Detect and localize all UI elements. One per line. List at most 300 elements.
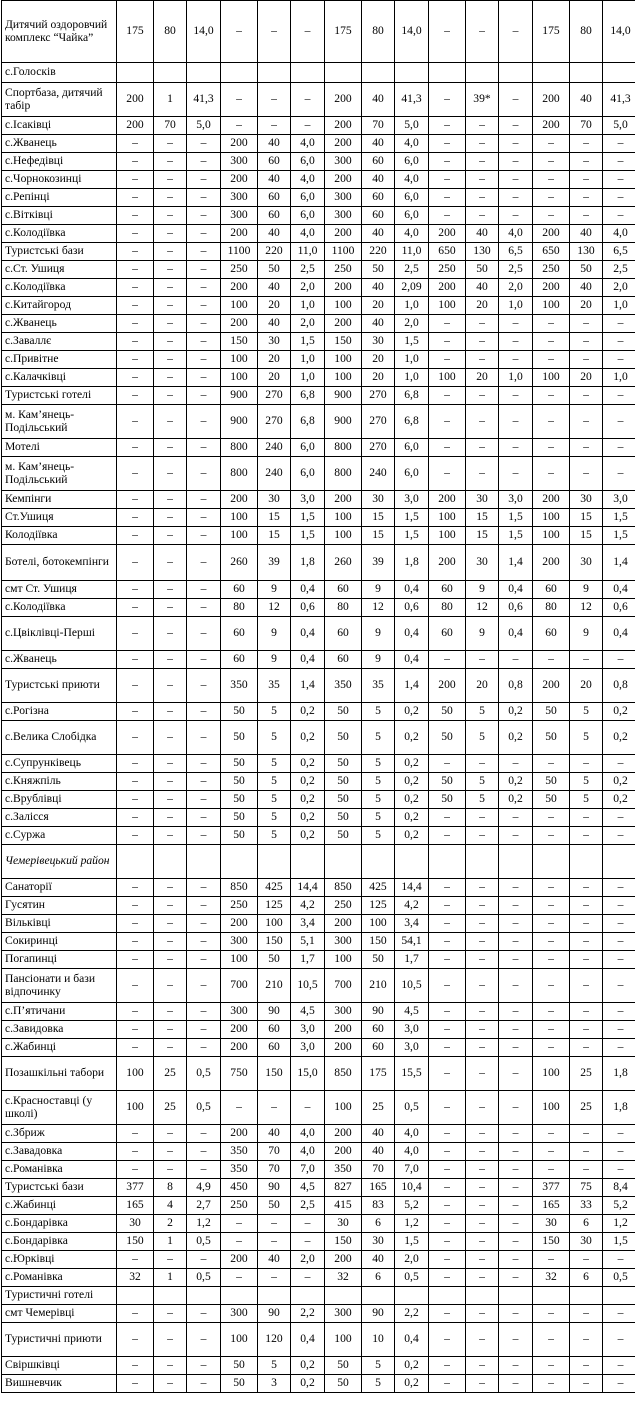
table-cell: –: [499, 315, 533, 333]
table-cell: 50: [325, 773, 362, 791]
row-label: Туристські готелі: [2, 387, 117, 405]
table-cell: 70: [570, 117, 603, 135]
table-cell: 50: [258, 1197, 291, 1215]
table-cell: –: [499, 135, 533, 153]
table-row: [2, 117, 635, 135]
table-cell: –: [466, 1251, 499, 1269]
table-cell: 1,0: [291, 369, 325, 387]
table-cell: –: [570, 171, 603, 189]
table-cell: 200: [221, 135, 258, 153]
table-cell: –: [117, 1323, 154, 1357]
table-cell: 60: [258, 1021, 291, 1039]
table-cell: –: [117, 879, 154, 897]
table-cell: –: [154, 1143, 187, 1161]
table-cell: [325, 63, 362, 83]
table-cell: –: [187, 439, 221, 457]
table-cell: 0,4: [499, 617, 533, 651]
table-cell: 1,5: [291, 509, 325, 527]
table-cell: 0,6: [395, 599, 429, 617]
table-cell: 20: [362, 351, 395, 369]
table-cell: 2,0: [499, 279, 533, 297]
table-cell: 60: [221, 651, 258, 669]
table-cell: 827: [325, 1179, 362, 1197]
row-label: Санаторії: [2, 879, 117, 897]
table-cell: 300: [221, 1305, 258, 1323]
table-cell: [325, 1287, 362, 1305]
table-cell: [395, 1287, 429, 1305]
table-cell: –: [154, 225, 187, 243]
table-cell: 5: [466, 703, 499, 721]
table-cell: 1: [154, 1269, 187, 1287]
table-cell: –: [187, 279, 221, 297]
table-cell: –: [603, 387, 635, 405]
table-row: [2, 1375, 635, 1393]
table-cell: –: [429, 439, 466, 457]
table-row: [2, 387, 635, 405]
table-cell: 15,0: [291, 1057, 325, 1091]
table-cell: –: [187, 527, 221, 545]
table-cell: 20: [466, 369, 499, 387]
table-cell: –: [117, 1143, 154, 1161]
table-cell: –: [117, 189, 154, 207]
table-cell: 60: [362, 1021, 395, 1039]
table-cell: 80: [570, 1, 603, 63]
table-cell: 0,2: [291, 791, 325, 809]
table-cell: 1,2: [395, 1215, 429, 1233]
table-cell: 5: [362, 827, 395, 845]
table-cell: 2,0: [395, 315, 429, 333]
table-cell: 50: [429, 703, 466, 721]
table-cell: 270: [258, 405, 291, 439]
table-cell: 7,0: [395, 1161, 429, 1179]
table-cell: 14,4: [291, 879, 325, 897]
table-cell: –: [154, 651, 187, 669]
row-label: с.Нефедівці: [2, 153, 117, 171]
table-cell: 40: [258, 279, 291, 297]
table-cell: –: [603, 1357, 635, 1375]
table-cell: –: [603, 189, 635, 207]
table-cell: –: [429, 1003, 466, 1021]
table-cell: –: [603, 1161, 635, 1179]
table-cell: –: [570, 1323, 603, 1357]
row-label: с.Колодіївка: [2, 599, 117, 617]
table-cell: –: [154, 261, 187, 279]
table-cell: 2,0: [291, 315, 325, 333]
table-cell: 650: [429, 243, 466, 261]
row-label: с.Завадовка: [2, 1143, 117, 1161]
table-cell: 20: [570, 369, 603, 387]
table-cell: –: [258, 83, 291, 117]
table-cell: –: [499, 1215, 533, 1233]
table-cell: –: [187, 1305, 221, 1323]
table-cell: –: [154, 527, 187, 545]
table-cell: 50: [325, 827, 362, 845]
table-cell: –: [570, 439, 603, 457]
table-cell: –: [603, 1305, 635, 1323]
table-cell: –: [117, 617, 154, 651]
table-cell: –: [466, 1091, 499, 1125]
table-cell: 5: [466, 773, 499, 791]
table-cell: [533, 63, 570, 83]
table-cell: –: [187, 189, 221, 207]
table-cell: –: [603, 439, 635, 457]
table-cell: 1,5: [395, 509, 429, 527]
table-cell: 0,4: [603, 617, 635, 651]
table-cell: 1,7: [395, 951, 429, 969]
table-row: [2, 669, 635, 703]
row-label: м. Кам’янець-Подільський: [2, 405, 117, 439]
table-cell: –: [533, 897, 570, 915]
table-cell: –: [499, 1125, 533, 1143]
table-cell: 80: [429, 599, 466, 617]
table-cell: –: [429, 933, 466, 951]
table-cell: 6,5: [499, 243, 533, 261]
table-cell: –: [291, 1215, 325, 1233]
table-cell: 2,5: [499, 261, 533, 279]
table-row: [2, 773, 635, 791]
table-cell: 14,0: [395, 1, 429, 63]
table-cell: 90: [258, 1305, 291, 1323]
table-cell: 300: [325, 933, 362, 951]
table-row: [2, 225, 635, 243]
table-cell: 9: [570, 581, 603, 599]
table-cell: –: [499, 405, 533, 439]
table-cell: –: [154, 315, 187, 333]
table-cell: –: [603, 755, 635, 773]
table-cell: –: [466, 1179, 499, 1197]
table-cell: [258, 63, 291, 83]
table-cell: –: [221, 1269, 258, 1287]
table-cell: 1,0: [395, 369, 429, 387]
table-cell: –: [117, 153, 154, 171]
table-cell: –: [117, 1125, 154, 1143]
table-cell: –: [187, 879, 221, 897]
table-row: [2, 243, 635, 261]
table-cell: 4,0: [395, 1125, 429, 1143]
table-cell: 0,2: [603, 791, 635, 809]
table-cell: 14,4: [395, 879, 429, 897]
table-cell: 12: [362, 599, 395, 617]
table-cell: –: [429, 1215, 466, 1233]
table-cell: –: [187, 351, 221, 369]
table-cell: 60: [533, 581, 570, 599]
table-cell: 6,8: [395, 387, 429, 405]
table-cell: 1,5: [395, 527, 429, 545]
table-cell: 50: [221, 1357, 258, 1375]
table-cell: –: [533, 809, 570, 827]
table-cell: 60: [258, 189, 291, 207]
table-cell: –: [429, 897, 466, 915]
table-cell: 200: [429, 491, 466, 509]
table-cell: –: [603, 333, 635, 351]
table-cell: 100: [325, 509, 362, 527]
table-cell: –: [466, 207, 499, 225]
table-cell: –: [117, 969, 154, 1003]
table-row: [2, 933, 635, 951]
table-cell: 415: [325, 1197, 362, 1215]
table-cell: 0,5: [395, 1269, 429, 1287]
table-cell: 350: [221, 1143, 258, 1161]
table-cell: –: [466, 1305, 499, 1323]
table-cell: –: [187, 405, 221, 439]
table-cell: –: [499, 207, 533, 225]
row-label: смт Ст. Ушиця: [2, 581, 117, 599]
table-cell: 50: [221, 703, 258, 721]
table-cell: –: [154, 387, 187, 405]
table-cell: –: [154, 297, 187, 315]
table-cell: –: [570, 879, 603, 897]
table-cell: –: [117, 545, 154, 581]
table-cell: 0,6: [499, 599, 533, 617]
table-row: [2, 703, 635, 721]
table-cell: 850: [325, 1057, 362, 1091]
table-cell: 40: [258, 135, 291, 153]
table-cell: –: [117, 809, 154, 827]
table-cell: –: [429, 827, 466, 845]
table-cell: 8,4: [603, 1179, 635, 1197]
table-cell: –: [429, 315, 466, 333]
table-cell: 2,09: [395, 279, 429, 297]
table-cell: 9: [258, 581, 291, 599]
table-cell: 20: [258, 351, 291, 369]
table-cell: 20: [362, 369, 395, 387]
table-row: [2, 189, 635, 207]
table-cell: –: [429, 1269, 466, 1287]
table-cell: 0,8: [603, 669, 635, 703]
table-cell: –: [466, 171, 499, 189]
table-cell: 5: [258, 791, 291, 809]
table-cell: –: [499, 1, 533, 63]
table-cell: –: [117, 1039, 154, 1057]
table-cell: –: [429, 1091, 466, 1125]
table-cell: 50: [325, 1357, 362, 1375]
table-cell: 41,3: [395, 83, 429, 117]
table-cell: 0,2: [603, 703, 635, 721]
table-cell: 5: [258, 755, 291, 773]
table-cell: 4,0: [499, 225, 533, 243]
table-cell: –: [533, 315, 570, 333]
table-cell: –: [499, 351, 533, 369]
table-cell: –: [499, 189, 533, 207]
table-cell: [499, 1287, 533, 1305]
table-cell: –: [570, 1039, 603, 1057]
table-cell: –: [187, 951, 221, 969]
table-cell: 250: [221, 897, 258, 915]
table-cell: 150: [258, 1057, 291, 1091]
table-cell: 150: [325, 1233, 362, 1251]
table-cell: [117, 63, 154, 83]
table-cell: –: [117, 315, 154, 333]
table-cell: 1,0: [291, 351, 325, 369]
table-cell: –: [154, 1357, 187, 1375]
table-cell: –: [187, 755, 221, 773]
table-cell: 50: [258, 951, 291, 969]
table-cell: –: [499, 827, 533, 845]
table-cell: –: [187, 225, 221, 243]
table-cell: –: [187, 261, 221, 279]
table-cell: 100: [533, 1091, 570, 1125]
table-cell: –: [117, 261, 154, 279]
table-cell: 50: [258, 261, 291, 279]
table-cell: 1,7: [291, 951, 325, 969]
table-cell: –: [154, 669, 187, 703]
table-cell: 4,0: [395, 1143, 429, 1161]
table-cell: 15: [258, 527, 291, 545]
row-label: с.Романівка: [2, 1269, 117, 1287]
table-cell: 40: [258, 171, 291, 189]
row-label: с.Калачківці: [2, 369, 117, 387]
table-cell: –: [570, 315, 603, 333]
table-cell: –: [187, 599, 221, 617]
row-label: Гусятин: [2, 897, 117, 915]
table-cell: –: [603, 951, 635, 969]
table-cell: 60: [362, 189, 395, 207]
table-cell: 32: [533, 1269, 570, 1287]
table-cell: 165: [533, 1197, 570, 1215]
table-cell: [291, 845, 325, 879]
table-cell: 0,2: [291, 809, 325, 827]
table-cell: –: [499, 1161, 533, 1179]
table-cell: 3,0: [291, 1039, 325, 1057]
table-cell: –: [187, 703, 221, 721]
table-cell: 350: [325, 1161, 362, 1179]
table-cell: 9: [362, 651, 395, 669]
table-cell: 200: [325, 1143, 362, 1161]
table-cell: 9: [362, 617, 395, 651]
table-cell: –: [499, 879, 533, 897]
table-cell: 20: [258, 297, 291, 315]
table-cell: –: [466, 405, 499, 439]
table-cell: 100: [221, 297, 258, 315]
table-cell: 4,0: [291, 1143, 325, 1161]
table-cell: 300: [325, 1003, 362, 1021]
table-cell: –: [117, 457, 154, 491]
table-cell: –: [466, 809, 499, 827]
table-cell: –: [499, 809, 533, 827]
table-cell: –: [429, 951, 466, 969]
table-cell: 200: [117, 83, 154, 117]
table-cell: 800: [325, 439, 362, 457]
table-cell: –: [603, 1375, 635, 1393]
table-cell: 0,2: [395, 721, 429, 755]
table-cell: 54,1: [395, 933, 429, 951]
table-cell: [603, 1287, 635, 1305]
table-cell: 100: [221, 951, 258, 969]
table-cell: 0,4: [499, 581, 533, 599]
table-cell: –: [499, 933, 533, 951]
table-cell: –: [429, 1375, 466, 1393]
table-cell: –: [570, 153, 603, 171]
table-cell: 50: [325, 1375, 362, 1393]
table-row: [2, 351, 635, 369]
table-cell: 3,0: [395, 1039, 429, 1057]
table-cell: 90: [362, 1003, 395, 1021]
table-cell: 4,5: [291, 1179, 325, 1197]
table-cell: 70: [154, 117, 187, 135]
table-cell: –: [533, 333, 570, 351]
table-row: [2, 1323, 635, 1357]
table-cell: –: [499, 153, 533, 171]
table-cell: 1100: [325, 243, 362, 261]
table-cell: –: [603, 1125, 635, 1143]
table-cell: 200: [221, 315, 258, 333]
table-cell: –: [466, 117, 499, 135]
row-label: с.Привітне: [2, 351, 117, 369]
table-cell: 40: [362, 135, 395, 153]
table-cell: 5,2: [603, 1197, 635, 1215]
table-row: [2, 791, 635, 809]
table-cell: 90: [362, 1305, 395, 1323]
table-cell: –: [117, 135, 154, 153]
table-cell: 2,5: [291, 1197, 325, 1215]
table-cell: 200: [325, 225, 362, 243]
table-cell: –: [429, 1179, 466, 1197]
table-row: [2, 1, 635, 63]
table-cell: 90: [258, 1003, 291, 1021]
table-cell: 250: [429, 261, 466, 279]
table-cell: –: [466, 1125, 499, 1143]
table-cell: –: [466, 1233, 499, 1251]
table-cell: 40: [362, 315, 395, 333]
table-cell: 15: [362, 527, 395, 545]
table-cell: 100: [117, 1057, 154, 1091]
table-cell: –: [154, 439, 187, 457]
table-cell: 100: [258, 915, 291, 933]
table-cell: –: [187, 827, 221, 845]
table-cell: –: [466, 457, 499, 491]
table-cell: 1,4: [291, 669, 325, 703]
row-label: с.Голосків: [2, 63, 117, 83]
table-cell: –: [499, 1357, 533, 1375]
table-cell: 25: [570, 1057, 603, 1091]
table-body: [2, 1, 635, 1393]
table-cell: 83: [362, 1197, 395, 1215]
table-cell: 40: [466, 279, 499, 297]
table-row: [2, 1357, 635, 1375]
table-cell: 1,5: [603, 509, 635, 527]
table-cell: 20: [258, 369, 291, 387]
table-cell: 15: [570, 527, 603, 545]
table-cell: –: [154, 509, 187, 527]
table-cell: 100: [429, 297, 466, 315]
table-cell: –: [117, 439, 154, 457]
row-label: с.Бондарівка: [2, 1233, 117, 1251]
table-cell: 30: [466, 491, 499, 509]
table-cell: 200: [221, 279, 258, 297]
table-cell: –: [117, 599, 154, 617]
table-cell: 0,2: [395, 827, 429, 845]
table-cell: 240: [362, 457, 395, 491]
table-cell: –: [533, 951, 570, 969]
table-cell: 150: [258, 933, 291, 951]
table-cell: 100: [533, 527, 570, 545]
table-cell: 40: [570, 279, 603, 297]
table-cell: 40: [362, 279, 395, 297]
table-cell: 100: [325, 1091, 362, 1125]
table-cell: 1,5: [499, 509, 533, 527]
table-cell: 30: [533, 1215, 570, 1233]
table-cell: 1,4: [603, 545, 635, 581]
table-cell: 11,0: [395, 243, 429, 261]
table-cell: –: [499, 1197, 533, 1215]
table-cell: –: [117, 721, 154, 755]
table-cell: –: [187, 171, 221, 189]
table-cell: 5: [362, 1375, 395, 1393]
table-cell: –: [603, 153, 635, 171]
table-cell: 0,2: [499, 721, 533, 755]
table-cell: 0,4: [291, 1323, 325, 1357]
table-cell: 0,2: [291, 773, 325, 791]
